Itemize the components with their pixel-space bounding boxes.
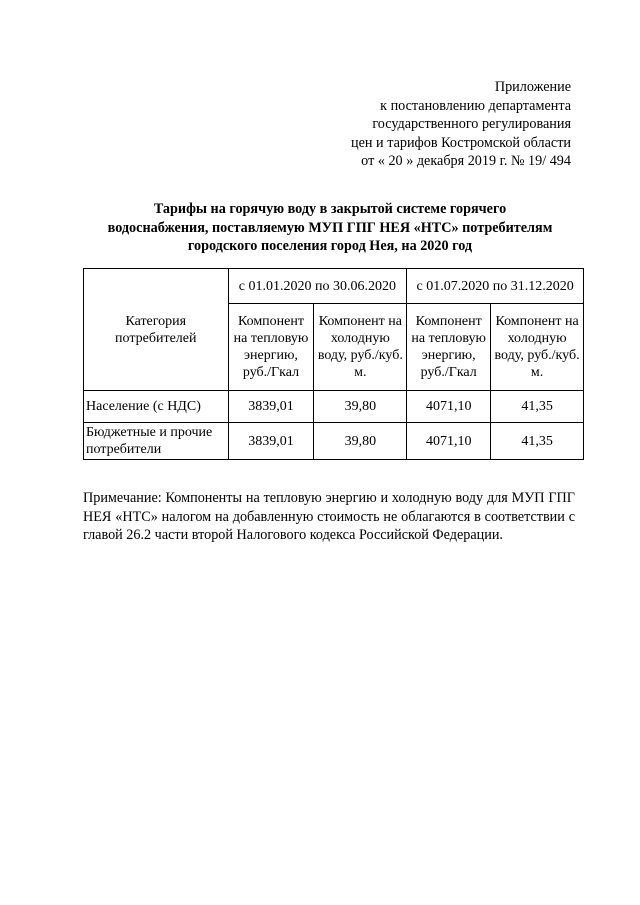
component-header: Компонент на тепловую энергию, руб./Гкал bbox=[228, 304, 314, 391]
appendix-line: государственного регулирования bbox=[372, 116, 571, 132]
tariff-table bbox=[83, 268, 584, 460]
document-title bbox=[70, 200, 590, 256]
appendix-line: Приложение bbox=[494, 79, 571, 95]
appendix-line: к постановлению департамента bbox=[380, 97, 571, 114]
title-line: водоснабжения, поставляемую МУП ГПГ НЕЯ «НТС» потребителям bbox=[107, 219, 553, 236]
cell-value: 39,80 bbox=[314, 423, 407, 460]
cell-value: 41,35 bbox=[491, 391, 584, 423]
appendix-line: цен и тарифов Костромской области bbox=[351, 134, 571, 151]
component-header: Компонент на холодную воду, руб./куб. м. bbox=[314, 304, 407, 391]
footnote: Примечание: Компоненты на тепловую энергию и холодную воду для МУП ГПГ НЕЯ «НТС» налогом на добавленную стоимость не облагаются в соответствии с главой 26.2 части второй Налогового кодекса Российской Федерации. bbox=[83, 490, 575, 543]
row-label: Население (с НДС) bbox=[84, 391, 229, 423]
title-line: городского поселения город Нея, на 2020 год bbox=[187, 238, 473, 254]
period-header: с 01.07.2020 по 31.12.2020 bbox=[407, 269, 584, 304]
cell-value: 39,80 bbox=[314, 391, 407, 423]
category-header: Категория потребителей bbox=[84, 269, 229, 391]
component-header: Компонент на холодную воду, руб./куб. м. bbox=[491, 304, 584, 391]
period-header: с 01.01.2020 по 30.06.2020 bbox=[228, 269, 407, 304]
cell-value: 3839,01 bbox=[228, 423, 314, 460]
table-row bbox=[84, 423, 584, 460]
cell-value: 3839,01 bbox=[228, 391, 314, 423]
appendix-line: от « 20 » декабря 2019 г. № 19/ 494 bbox=[361, 153, 571, 169]
cell-value: 4071,10 bbox=[407, 423, 491, 460]
component-header: Компонент на тепловую энергию, руб./Гкал bbox=[407, 304, 491, 391]
cell-value: 41,35 bbox=[491, 423, 584, 460]
title-line: Тарифы на горячую воду в закрытой системе горячего bbox=[153, 201, 507, 217]
appendix-block bbox=[251, 78, 571, 171]
table-row bbox=[84, 391, 584, 423]
cell-value: 4071,10 bbox=[407, 391, 491, 423]
row-label: Бюджетные и прочие потребители bbox=[84, 423, 229, 460]
